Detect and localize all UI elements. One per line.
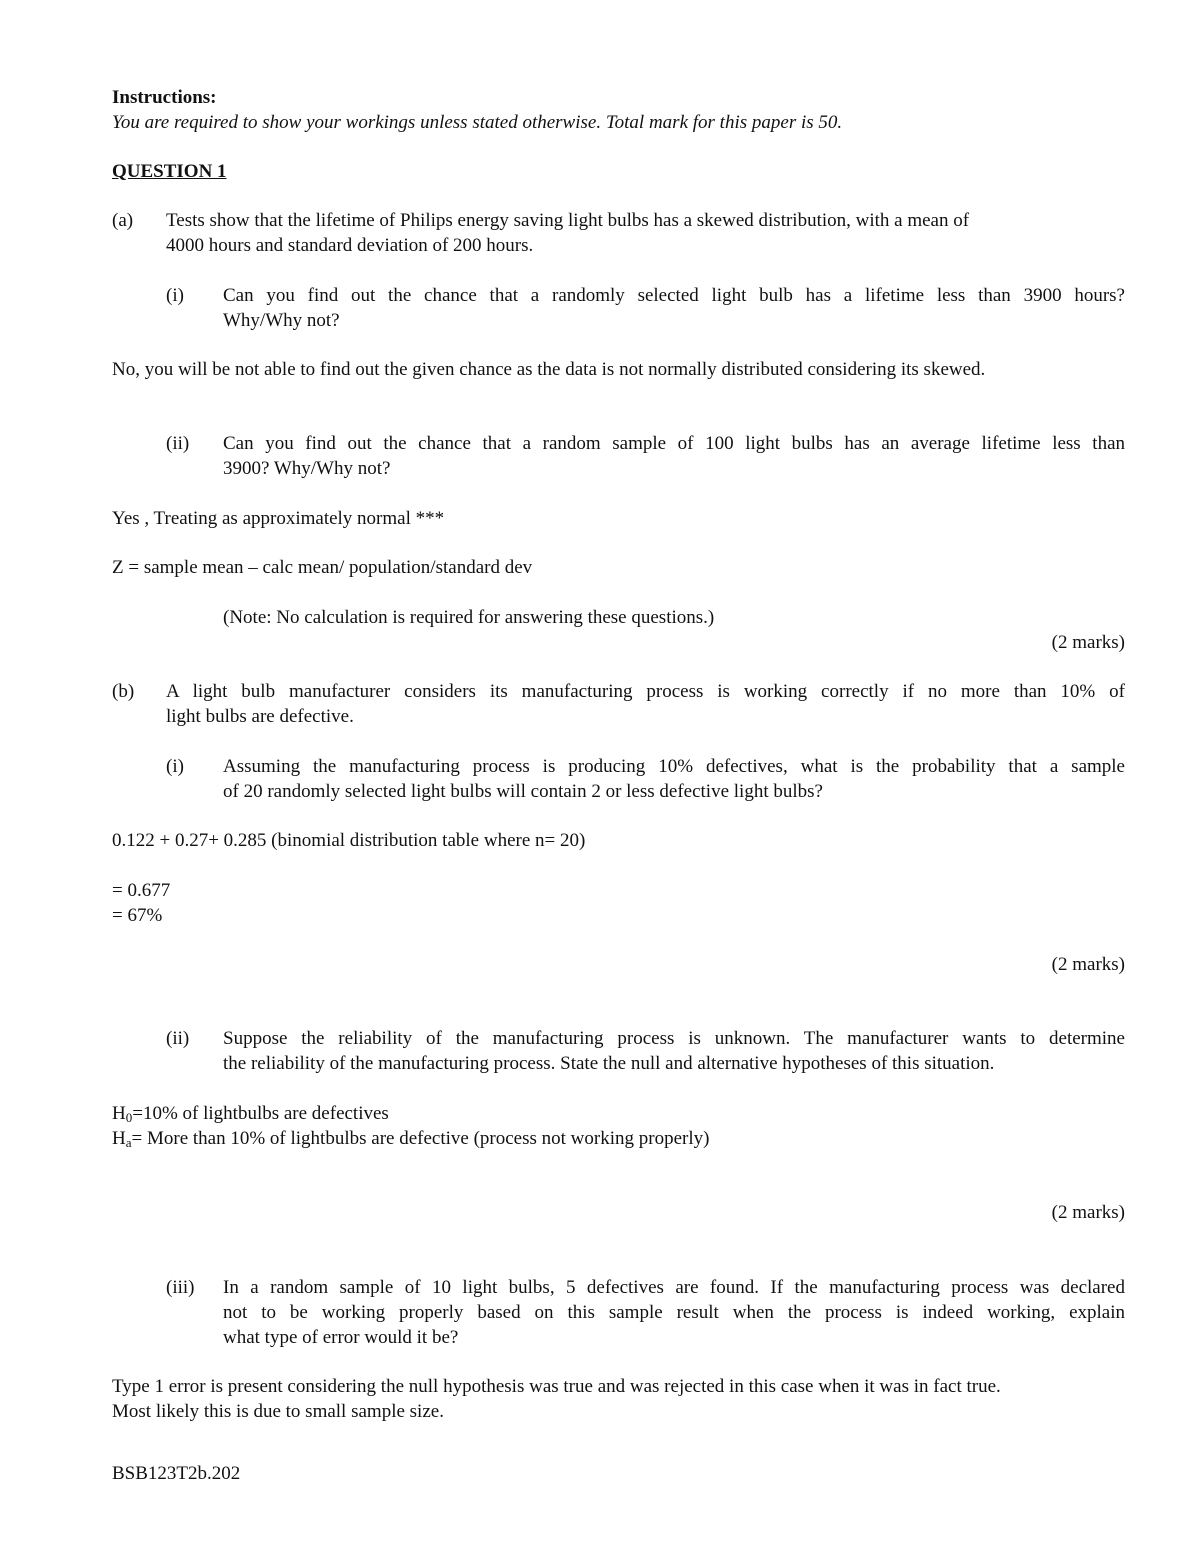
part-b-iii-answer-line2: Most likely this is due to small sample size. <box>112 1401 444 1422</box>
part-a-ii-text-line2: 3900? Why/Why not? <box>223 458 391 479</box>
instructions-text: You are required to show your workings unless stated otherwise. Total mark for this paper is 50. <box>112 112 843 133</box>
part-b-iii-text-line3: what type of error would it be? <box>223 1327 459 1348</box>
part-b-iii-text-line2: not to be working properly based on this sample result when the process is indeed working, explain <box>223 1302 1125 1323</box>
part-a-marks: (2 marks) <box>1051 632 1125 653</box>
instructions-heading: Instructions: <box>112 87 217 108</box>
part-a-ii-answer-line2: Z = sample mean – calc mean/ population/standard dev <box>112 557 533 578</box>
part-a-i-label: (i) <box>166 285 184 306</box>
part-b-i-label: (i) <box>166 756 184 777</box>
null-hypothesis-subscript: 0 <box>125 1110 133 1125</box>
part-b-i-answer-line2: = 0.677 <box>112 880 171 901</box>
alternative-hypothesis-subscript: a <box>125 1135 132 1150</box>
part-b-i-answer-line3: = 67% <box>112 905 163 926</box>
part-b-ii-marks: (2 marks) <box>1051 1202 1125 1223</box>
part-b-ii-label: (ii) <box>166 1028 190 1049</box>
question-1-heading: QUESTION 1 <box>112 161 227 182</box>
part-a-ii-label: (ii) <box>166 433 190 454</box>
part-b-ii-text-line2: the reliability of the manufacturing process. State the null and alternative hypotheses of this situation. <box>223 1053 995 1074</box>
alternative-hypothesis-symbol: H <box>112 1128 126 1149</box>
part-b-i-text-line1: Assuming the manufacturing process is producing 10% defectives, what is the probability that a sample <box>223 756 1125 777</box>
part-b-iii-label: (iii) <box>166 1277 195 1298</box>
part-a-text-line2: 4000 hours and standard deviation of 200 hours. <box>166 235 534 256</box>
part-a-i-text-line2: Why/Why not? <box>223 310 340 331</box>
null-hypothesis-symbol: H <box>112 1103 126 1124</box>
part-b-iii-text-line1: In a random sample of 10 light bulbs, 5 defectives are found. If the manufacturing process was declared <box>223 1277 1125 1298</box>
part-a-label: (a) <box>112 210 134 231</box>
part-a-ii-text-line1: Can you find out the chance that a random sample of 100 light bulbs has an average lifetime less than <box>223 433 1125 454</box>
footer-course-code: BSB123T2b.202 <box>112 1463 241 1484</box>
part-a-note: (Note: No calculation is required for answering these questions.) <box>223 607 715 628</box>
alternative-hypothesis <box>112 1126 709 1151</box>
part-b-i-answer-line1: 0.122 + 0.27+ 0.285 (binomial distribution table where n= 20) <box>112 830 586 851</box>
part-b-ii-text-line1: Suppose the reliability of the manufacturing process is unknown. The manufacturer wants to determine <box>223 1028 1125 1049</box>
null-hypothesis <box>112 1101 389 1126</box>
part-a-text-line1: Tests show that the lifetime of Philips energy saving light bulbs has a skewed distribution, with a mean of <box>166 210 970 231</box>
part-a-i-text-line1: Can you find out the chance that a randomly selected light bulb has a lifetime less than 3900 hours? <box>223 285 1125 306</box>
part-b-text-line2: light bulbs are defective. <box>166 706 354 727</box>
part-a-ii-answer-line1: Yes , Treating as approximately normal *** <box>112 508 445 529</box>
null-hypothesis-text: =10% of lightbulbs are defectives <box>132 1103 389 1124</box>
part-a-i-answer: No, you will be not able to find out the given chance as the data is not normally distributed considering its skewed. <box>112 359 986 380</box>
part-b-label: (b) <box>112 681 135 702</box>
part-b-iii-answer-line1: Type 1 error is present considering the null hypothesis was true and was rejected in this case when it was in fact true. <box>112 1376 1001 1397</box>
part-b-i-marks: (2 marks) <box>1051 954 1125 975</box>
part-b-i-text-line2: of 20 randomly selected light bulbs will contain 2 or less defective light bulbs? <box>223 781 823 802</box>
alternative-hypothesis-text: = More than 10% of lightbulbs are defective (process not working properly) <box>131 1128 710 1149</box>
part-b-text-line1: A light bulb manufacturer considers its manufacturing process is working correctly if no more than 10% of <box>166 681 1125 702</box>
